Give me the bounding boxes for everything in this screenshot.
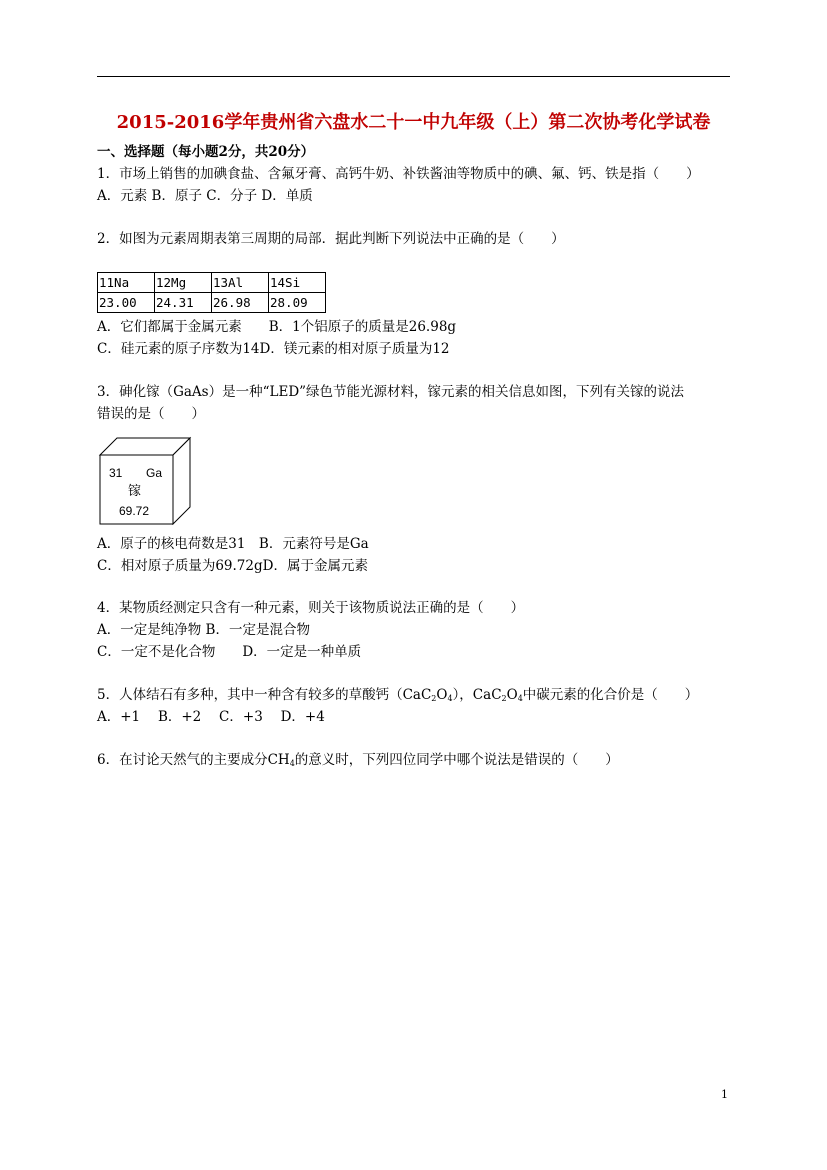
table-cell: 24.31 [155, 293, 212, 313]
table-cell: 13Al [212, 273, 269, 293]
table-cell: 26.98 [212, 293, 269, 313]
table-cell: 12Mg [155, 273, 212, 293]
table-row [98, 293, 326, 313]
q2-stem: 2．如图为元素周期表第三周期的局部．据此判断下列说法中正确的是（ ） [97, 231, 565, 247]
table-cell: 28.09 [269, 293, 326, 313]
page-number: 1 [721, 1088, 728, 1101]
q4-options-cd: C．一定不是化合物 D．一定是一种单质 [97, 644, 362, 660]
table-row [98, 273, 326, 293]
element-number: 31 [109, 466, 123, 480]
element-name: 镓 [128, 484, 142, 499]
q3-options-ab: A．原子的核电荷数是31 B．元素符号是Ga [97, 536, 369, 552]
q3-stem-line1: 3．砷化镓（GaAs）是一种“LED”绿色节能光源材料，镓元素的相关信息如图，下列有关镓的说法 [97, 384, 685, 400]
q1-stem: 1．市场上销售的加碘食盐、含氟牙膏、高钙牛奶、补铁酱油等物质中的碘、氟、钙、铁是指（ ） [97, 166, 700, 182]
section-heading: 一、选择题（每小题2分，共20分） [97, 144, 315, 160]
table-cell: 23.00 [98, 293, 155, 313]
q2-options-ab: A．它们都属于金属元素 B．1个铝原子的质量是26.98g [97, 319, 457, 335]
q2-options-cd: C．硅元素的原子序数为14D．镁元素的相对原子质量为12 [97, 341, 450, 357]
q4-stem: 4．某物质经测定只含有一种元素，则关于该物质说法正确的是（ ） [97, 600, 525, 616]
q3-stem-line2: 错误的是（ ） [97, 406, 205, 422]
element-mass: 69.72 [119, 504, 150, 518]
table-cell: 11Na [98, 273, 155, 293]
q5-options: A．+1 B．+2 C．+3 D．+4 [97, 709, 325, 725]
q6-stem: 6．在讨论天然气的主要成分$CH_4$的意义时，下列四位同学中哪个说法是错误的（ ） [97, 752, 619, 768]
element-cube-diagram [97, 435, 193, 525]
header-rule [97, 76, 730, 77]
page-title: 2015-2016学年贵州省六盘水二十一中九年级（上）第二次协考化学试卷 [116, 112, 711, 133]
q5-stem: 5．人体结石有多种，其中一种含有较多的草酸钙$(CaC_2O_4)$，$CaC_2O_4$中碳元素的化合价是（ ） [97, 687, 699, 703]
q1-options: A．元素 B．原子 C．分子 D．单质 [97, 188, 313, 204]
q3-options-cd: C．相对原子质量为69.72gD．属于金属元素 [97, 558, 368, 574]
element-symbol: Ga [146, 466, 163, 480]
periodic-table-fragment [97, 272, 326, 313]
q4-options-ab: A．一定是纯净物 B．一定是混合物 [97, 622, 310, 638]
table-cell: 14Si [269, 273, 326, 293]
